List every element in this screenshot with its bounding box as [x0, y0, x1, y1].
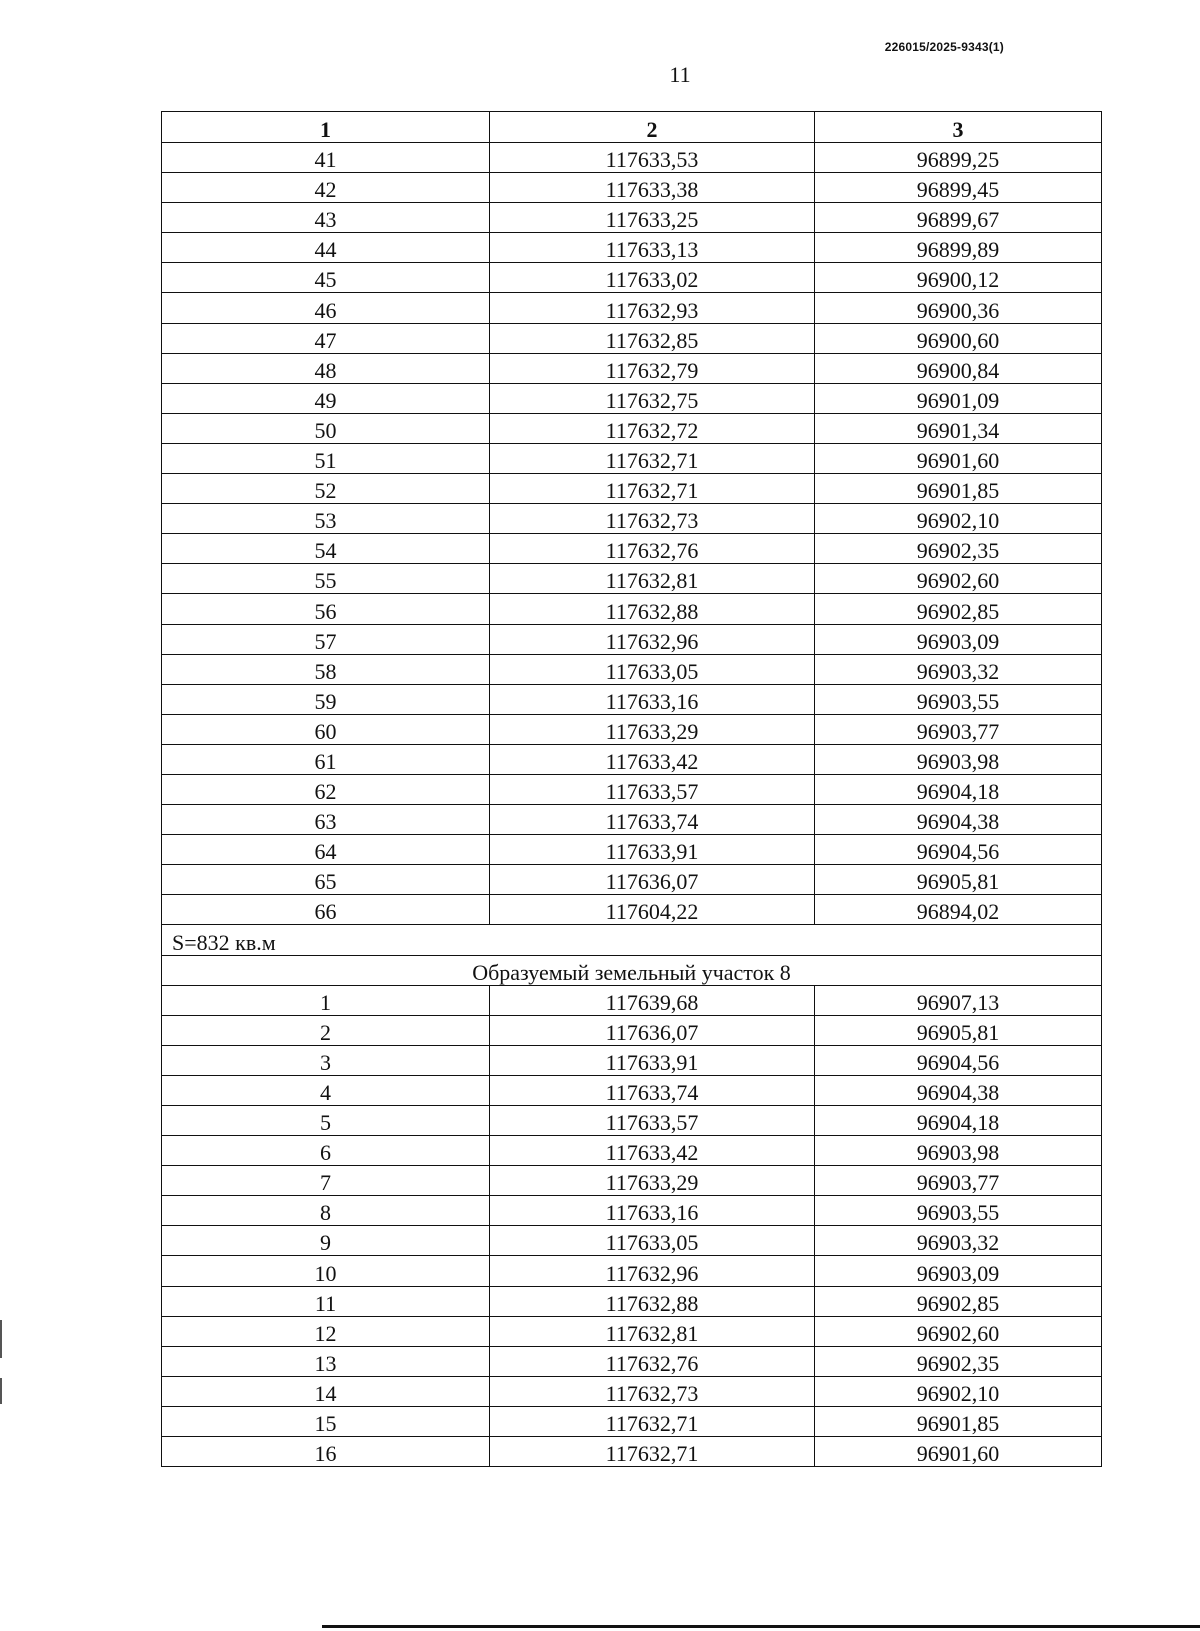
point-number-cell: 11: [162, 1286, 490, 1316]
table-row: [162, 835, 1102, 865]
table-row: [162, 1376, 1102, 1406]
y-coordinate-cell: 96902,85: [815, 594, 1102, 624]
table-row: [162, 895, 1102, 925]
point-number-cell: 46: [162, 293, 490, 323]
table-row: [162, 1286, 1102, 1316]
x-coordinate-cell: 117636,07: [490, 865, 815, 895]
table-row: [162, 1136, 1102, 1166]
y-coordinate-cell: 96899,25: [815, 143, 1102, 173]
y-coordinate-cell: 96904,38: [815, 1075, 1102, 1105]
point-number-cell: 65: [162, 865, 490, 895]
point-number-cell: 13: [162, 1346, 490, 1376]
section-title: Образуемый земельный участок 8: [162, 955, 1102, 985]
y-coordinate-cell: 96903,32: [815, 1226, 1102, 1256]
table-row: [162, 684, 1102, 714]
x-coordinate-cell: 117632,71: [490, 443, 815, 473]
x-coordinate-cell: 117633,74: [490, 805, 815, 835]
x-coordinate-cell: 117633,53: [490, 143, 815, 173]
point-number-cell: 1: [162, 985, 490, 1015]
point-number-cell: 3: [162, 1045, 490, 1075]
x-coordinate-cell: 117636,07: [490, 1015, 815, 1045]
y-coordinate-cell: 96901,34: [815, 413, 1102, 443]
y-coordinate-cell: 96901,85: [815, 474, 1102, 504]
y-coordinate-cell: 96899,89: [815, 233, 1102, 263]
table-row: [162, 985, 1102, 1015]
y-coordinate-cell: 96903,98: [815, 1136, 1102, 1166]
x-coordinate-cell: 117632,85: [490, 323, 815, 353]
point-number-cell: 60: [162, 714, 490, 744]
point-number-cell: 45: [162, 263, 490, 293]
y-coordinate-cell: 96903,77: [815, 1166, 1102, 1196]
point-number-cell: 48: [162, 353, 490, 383]
table-row: [162, 1196, 1102, 1226]
document-registration-number: 226015/2025-9343(1): [884, 40, 1004, 54]
y-coordinate-cell: 96904,56: [815, 835, 1102, 865]
x-coordinate-cell: 117632,81: [490, 1316, 815, 1346]
x-coordinate-cell: 117633,74: [490, 1075, 815, 1105]
point-number-cell: 57: [162, 624, 490, 654]
x-coordinate-cell: 117633,57: [490, 774, 815, 804]
x-coordinate-cell: 117633,16: [490, 684, 815, 714]
point-number-cell: 62: [162, 774, 490, 804]
y-coordinate-cell: 96902,85: [815, 1286, 1102, 1316]
point-number-cell: 4: [162, 1075, 490, 1105]
y-coordinate-cell: 96902,60: [815, 564, 1102, 594]
x-coordinate-cell: 117633,16: [490, 1196, 815, 1226]
y-coordinate-cell: 96903,77: [815, 714, 1102, 744]
x-coordinate-cell: 117632,71: [490, 1437, 815, 1467]
y-coordinate-cell: 96901,85: [815, 1406, 1102, 1436]
section-title-row: [162, 955, 1102, 985]
point-number-cell: 47: [162, 323, 490, 353]
y-coordinate-cell: 96902,35: [815, 1346, 1102, 1376]
y-coordinate-cell: 96900,36: [815, 293, 1102, 323]
x-coordinate-cell: 117632,93: [490, 293, 815, 323]
y-coordinate-cell: 96905,81: [815, 865, 1102, 895]
y-coordinate-cell: 96901,60: [815, 443, 1102, 473]
x-coordinate-cell: 117633,05: [490, 654, 815, 684]
table-row: [162, 865, 1102, 895]
table-row: [162, 534, 1102, 564]
scan-edge-mark: [0, 1320, 2, 1358]
point-number-cell: 8: [162, 1196, 490, 1226]
y-coordinate-cell: 96899,45: [815, 173, 1102, 203]
x-coordinate-cell: 117633,57: [490, 1106, 815, 1136]
y-coordinate-cell: 96903,09: [815, 624, 1102, 654]
column-header-y: 3: [815, 112, 1102, 143]
table-row: [162, 323, 1102, 353]
column-header-point: 1: [162, 112, 490, 143]
point-number-cell: 15: [162, 1406, 490, 1436]
y-coordinate-cell: 96902,10: [815, 504, 1102, 534]
x-coordinate-cell: 117633,13: [490, 233, 815, 263]
coordinates-table: [161, 111, 1102, 1467]
x-coordinate-cell: 117633,05: [490, 1226, 815, 1256]
x-coordinate-cell: 117632,71: [490, 474, 815, 504]
table-row: [162, 1015, 1102, 1045]
point-number-cell: 16: [162, 1437, 490, 1467]
point-number-cell: 63: [162, 805, 490, 835]
y-coordinate-cell: 96907,13: [815, 985, 1102, 1015]
x-coordinate-cell: 117632,73: [490, 1376, 815, 1406]
point-number-cell: 56: [162, 594, 490, 624]
y-coordinate-cell: 96903,09: [815, 1256, 1102, 1286]
table-row: [162, 413, 1102, 443]
table-row: [162, 1045, 1102, 1075]
x-coordinate-cell: 117604,22: [490, 895, 815, 925]
coordinates-table-body: [162, 112, 1102, 1467]
table-header-row: [162, 112, 1102, 143]
x-coordinate-cell: 117633,91: [490, 835, 815, 865]
x-coordinate-cell: 117632,96: [490, 624, 815, 654]
y-coordinate-cell: 96905,81: [815, 1015, 1102, 1045]
table-row: [162, 1226, 1102, 1256]
x-coordinate-cell: 117633,38: [490, 173, 815, 203]
table-row: [162, 1316, 1102, 1346]
area-label-row: [162, 925, 1102, 955]
point-number-cell: 54: [162, 534, 490, 564]
y-coordinate-cell: 96903,98: [815, 744, 1102, 774]
point-number-cell: 7: [162, 1166, 490, 1196]
table-row: [162, 1406, 1102, 1436]
y-coordinate-cell: 96901,60: [815, 1437, 1102, 1467]
point-number-cell: 58: [162, 654, 490, 684]
y-coordinate-cell: 96902,60: [815, 1316, 1102, 1346]
point-number-cell: 41: [162, 143, 490, 173]
table-row: [162, 1256, 1102, 1286]
point-number-cell: 12: [162, 1316, 490, 1346]
table-row: [162, 805, 1102, 835]
table-row: [162, 1106, 1102, 1136]
table-row: [162, 1075, 1102, 1105]
table-row: [162, 173, 1102, 203]
y-coordinate-cell: 96900,60: [815, 323, 1102, 353]
x-coordinate-cell: 117632,75: [490, 383, 815, 413]
point-number-cell: 51: [162, 443, 490, 473]
table-row: [162, 143, 1102, 173]
x-coordinate-cell: 117633,29: [490, 1166, 815, 1196]
x-coordinate-cell: 117632,88: [490, 594, 815, 624]
x-coordinate-cell: 117632,71: [490, 1406, 815, 1436]
y-coordinate-cell: 96903,55: [815, 684, 1102, 714]
x-coordinate-cell: 117632,81: [490, 564, 815, 594]
table-row: [162, 594, 1102, 624]
point-number-cell: 14: [162, 1376, 490, 1406]
table-row: [162, 654, 1102, 684]
point-number-cell: 61: [162, 744, 490, 774]
point-number-cell: 5: [162, 1106, 490, 1136]
table-row: [162, 1346, 1102, 1376]
column-header-x: 2: [490, 112, 815, 143]
point-number-cell: 59: [162, 684, 490, 714]
y-coordinate-cell: 96900,12: [815, 263, 1102, 293]
x-coordinate-cell: 117633,29: [490, 714, 815, 744]
y-coordinate-cell: 96903,55: [815, 1196, 1102, 1226]
table-row: [162, 564, 1102, 594]
table-row: [162, 774, 1102, 804]
table-row: [162, 443, 1102, 473]
point-number-cell: 55: [162, 564, 490, 594]
point-number-cell: 44: [162, 233, 490, 263]
table-row: [162, 624, 1102, 654]
table-row: [162, 293, 1102, 323]
table-row: [162, 744, 1102, 774]
x-coordinate-cell: 117632,72: [490, 413, 815, 443]
x-coordinate-cell: 117633,02: [490, 263, 815, 293]
point-number-cell: 2: [162, 1015, 490, 1045]
point-number-cell: 43: [162, 203, 490, 233]
y-coordinate-cell: 96903,32: [815, 654, 1102, 684]
table-row: [162, 1166, 1102, 1196]
y-coordinate-cell: 96902,35: [815, 534, 1102, 564]
point-number-cell: 52: [162, 474, 490, 504]
point-number-cell: 9: [162, 1226, 490, 1256]
point-number-cell: 64: [162, 835, 490, 865]
bottom-rule: [322, 1625, 1200, 1628]
x-coordinate-cell: 117632,76: [490, 534, 815, 564]
x-coordinate-cell: 117639,68: [490, 985, 815, 1015]
y-coordinate-cell: 96894,02: [815, 895, 1102, 925]
table-row: [162, 714, 1102, 744]
x-coordinate-cell: 117633,42: [490, 744, 815, 774]
point-number-cell: 50: [162, 413, 490, 443]
table-row: [162, 263, 1102, 293]
y-coordinate-cell: 96901,09: [815, 383, 1102, 413]
y-coordinate-cell: 96902,10: [815, 1376, 1102, 1406]
x-coordinate-cell: 117632,76: [490, 1346, 815, 1376]
table-row: [162, 353, 1102, 383]
scan-edge-mark: [0, 1378, 2, 1404]
point-number-cell: 10: [162, 1256, 490, 1286]
y-coordinate-cell: 96904,18: [815, 1106, 1102, 1136]
table-row: [162, 1437, 1102, 1467]
x-coordinate-cell: 117632,73: [490, 504, 815, 534]
x-coordinate-cell: 117633,91: [490, 1045, 815, 1075]
point-number-cell: 49: [162, 383, 490, 413]
x-coordinate-cell: 117633,42: [490, 1136, 815, 1166]
y-coordinate-cell: 96900,84: [815, 353, 1102, 383]
y-coordinate-cell: 96899,67: [815, 203, 1102, 233]
x-coordinate-cell: 117632,88: [490, 1286, 815, 1316]
table-row: [162, 233, 1102, 263]
y-coordinate-cell: 96904,56: [815, 1045, 1102, 1075]
table-row: [162, 383, 1102, 413]
area-label: S=832 кв.м: [162, 925, 1102, 955]
x-coordinate-cell: 117633,25: [490, 203, 815, 233]
table-row: [162, 504, 1102, 534]
x-coordinate-cell: 117632,79: [490, 353, 815, 383]
table-row: [162, 203, 1102, 233]
x-coordinate-cell: 117632,96: [490, 1256, 815, 1286]
table-row: [162, 474, 1102, 504]
point-number-cell: 6: [162, 1136, 490, 1166]
point-number-cell: 53: [162, 504, 490, 534]
y-coordinate-cell: 96904,38: [815, 805, 1102, 835]
page-number: 11: [669, 62, 691, 87]
point-number-cell: 66: [162, 895, 490, 925]
y-coordinate-cell: 96904,18: [815, 774, 1102, 804]
point-number-cell: 42: [162, 173, 490, 203]
